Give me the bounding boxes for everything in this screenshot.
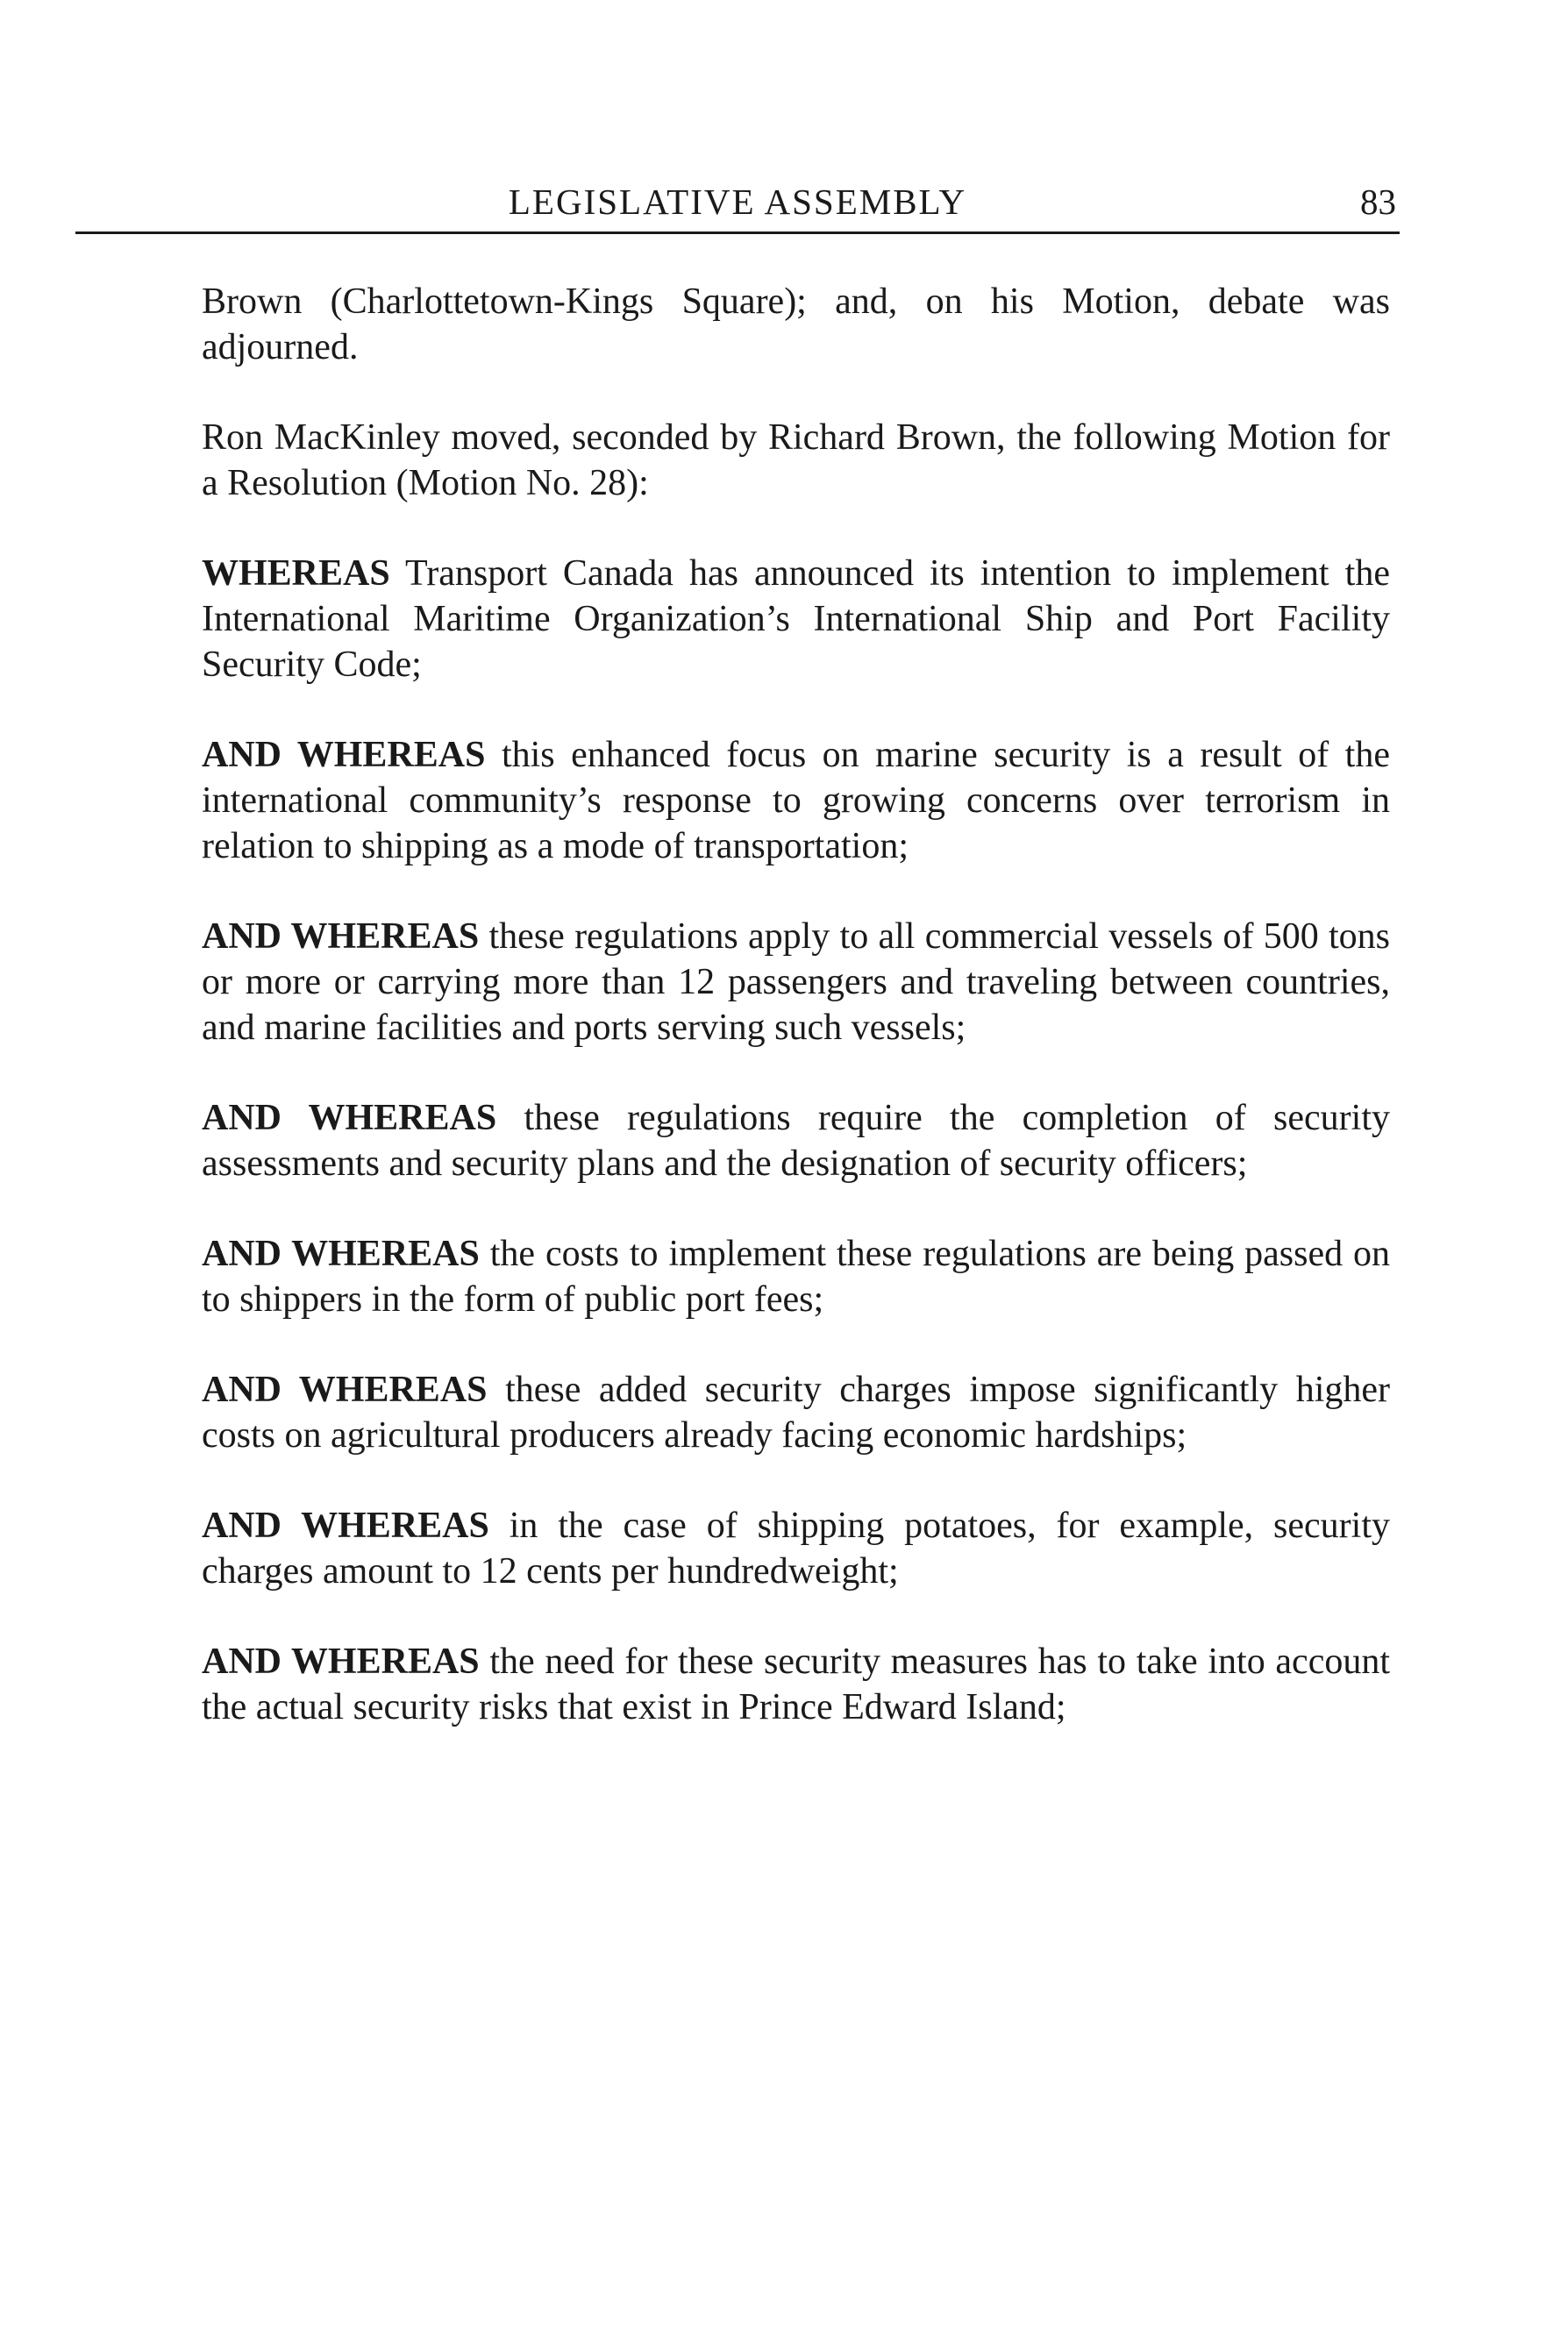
paragraph-text: these regulations require the completion of security assessments and security plans and the designation of security officers;	[202, 1098, 1390, 1184]
paragraph-text: Transport Canada has announced its intention to implement the International Maritime Organization’s International Ship and Port Facility Security Code;	[202, 553, 1390, 685]
paragraph-text: these added security charges impose significantly higher costs on agricultural producers already facing economic hardships;	[202, 1370, 1391, 1456]
paragraph-lead: AND WHEREAS	[202, 1098, 497, 1138]
paragraph-whereas-2	[202, 732, 1390, 869]
paragraph-lead: AND WHEREAS	[202, 916, 480, 957]
paragraph-text: the costs to implement these regulations are being passed on to shippers in the form of public port fees;	[202, 1234, 1390, 1320]
paragraph-whereas-6	[202, 1367, 1390, 1458]
paragraph-text: the need for these security measures has to take into account the actual security risks that exist in Prince Edward Island;	[202, 1642, 1391, 1727]
body-text	[202, 279, 1390, 1775]
paragraph-whereas-1	[202, 551, 1390, 687]
paragraph-whereas-4	[202, 1095, 1390, 1186]
paragraph-lead: AND WHEREAS	[202, 1234, 480, 1274]
paragraph-whereas-5	[202, 1231, 1390, 1322]
paragraph-whereas-8	[202, 1639, 1390, 1730]
paragraph-text: these regulations apply to all commercial vessels of 500 tons or more or carrying more than 12 passengers and traveling between countries, and marine facilities and ports serving such vessels;	[202, 916, 1391, 1048]
paragraph-text: Brown (Charlottetown-Kings Square); and, on his Motion, debate was adjourned.	[202, 281, 1390, 367]
running-header	[75, 175, 1400, 234]
paragraph-text: in the case of shipping potatoes, for example, security charges amount to 12 cents per hundredweight;	[202, 1506, 1391, 1592]
page-number: 83	[1360, 182, 1396, 222]
header-title: LEGISLATIVE ASSEMBLY	[508, 182, 967, 222]
paragraph-lead: WHEREAS	[202, 553, 390, 594]
paragraph-whereas-7	[202, 1503, 1390, 1594]
paragraph-lead: AND WHEREAS	[202, 1370, 488, 1410]
paragraph-whereas-3	[202, 914, 1390, 1050]
paragraph-text: this enhanced focus on marine security is a result of the international community’s response to growing concerns over terrorism in relation to shipping as a mode of transportation;	[202, 735, 1390, 866]
paragraph-lead: AND WHEREAS	[202, 735, 486, 775]
paragraph-text: Ron MacKinley moved, seconded by Richard Brown, the following Motion for a Resolution (Motion No. 28):	[202, 417, 1390, 503]
paragraph-adjournment	[202, 279, 1390, 370]
paragraph-motion-intro	[202, 415, 1390, 506]
paragraph-lead: AND WHEREAS	[202, 1506, 489, 1546]
paragraph-lead: AND WHEREAS	[202, 1642, 480, 1682]
